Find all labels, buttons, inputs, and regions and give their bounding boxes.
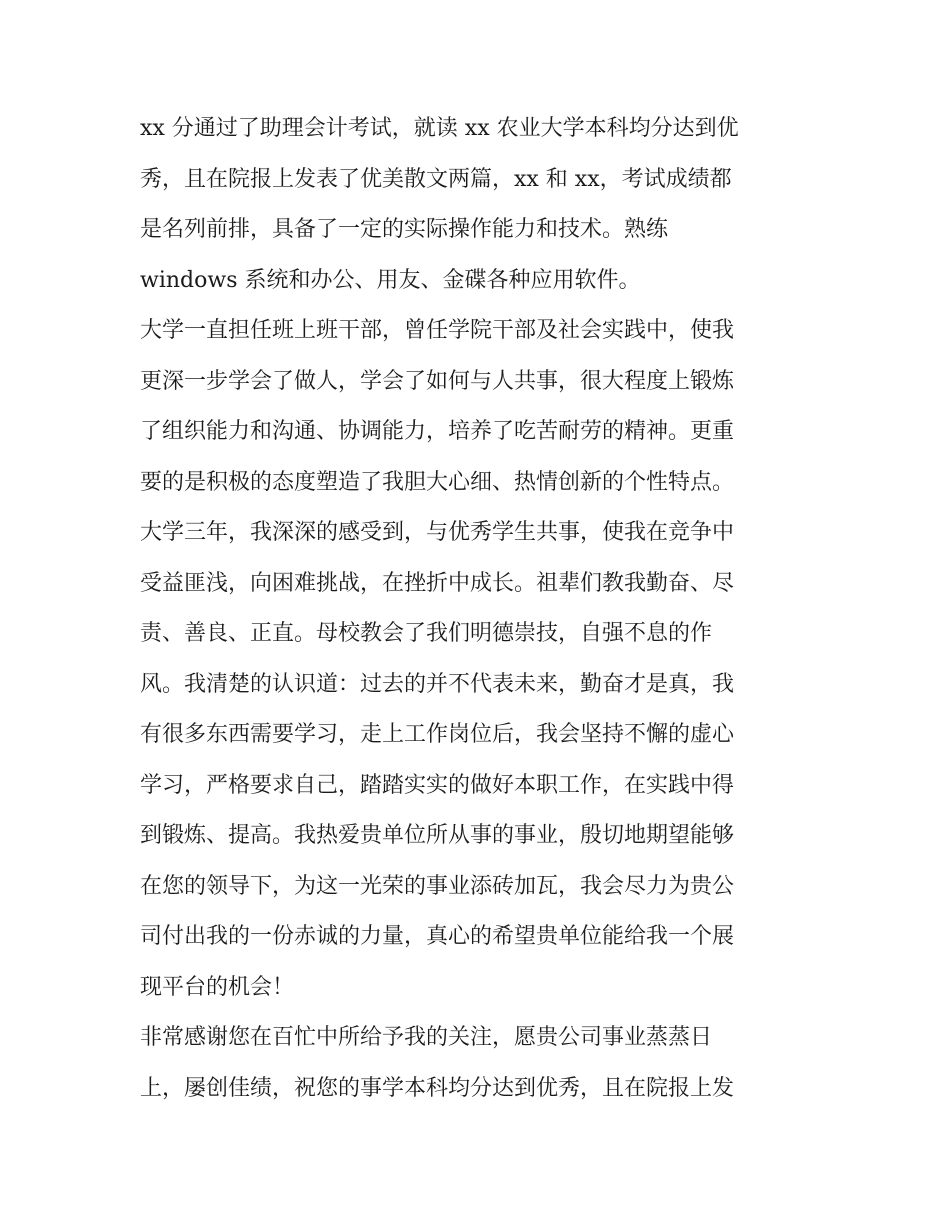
text-line: 更深一步学会了做人，学会了如何与人共事，很大程度上锻炼	[140, 368, 735, 394]
text-line: 大学一直担任班上班干部，曾任学院干部及社会实践中，使我	[140, 318, 735, 343]
text-line: 现平台的机会！	[140, 974, 295, 1000]
document-body	[140, 104, 830, 1114]
text-line: 上，屡创佳绩，祝您的事学本科均分达到优秀，且在院报上发	[140, 1075, 735, 1101]
text-line: 有很多东西需要学习，走上工作岗位后，我会坚持不懈的虚心	[140, 722, 735, 747]
text-line: 学习，严格要求自己，踏踏实实的做好本职工作，在实践中得	[140, 772, 735, 798]
text-line: 在您的领导下，为这一光荣的事业添砖加瓦，我会尽力为贵公	[140, 873, 735, 899]
text-line: 风。我清楚的认识道：过去的并不代表未来，勤奋才是真，我	[140, 671, 735, 697]
text-line: 要的是积极的态度塑造了我胆大心细、热情创新的个性特点。	[140, 469, 735, 495]
text-line: 了组织能力和沟通、协调能力，培养了吃苦耐劳的精神。更重	[140, 419, 735, 444]
text-line: 责、善良、正直。母校教会了我们明德崇技，自强不息的作	[140, 621, 713, 646]
text-line: 是名列前排，具备了一定的实际操作能力和技术。熟练	[140, 217, 669, 242]
text-line: 非常感谢您在百忙中所给予我的关注，愿贵公司事业蒸蒸日	[140, 1025, 713, 1050]
text-line: 受益匪浅，向困难挑战，在挫折中成长。祖辈们教我勤奋、尽	[140, 570, 735, 596]
text-line: 秀，且在院报上发表了优美散文两篇，xx 和 xx，考试成绩都	[140, 166, 732, 192]
text-line: xx 分通过了助理会计考试，就读 xx 农业大学本科均分达到优	[140, 116, 739, 141]
text-line: 到锻炼、提高。我热爱贵单位所从事的事业，殷切地期望能够	[140, 823, 735, 848]
text-line: windows 系统和办公、用友、金碟各种应用软件。	[140, 267, 641, 293]
text-line: 大学三年，我深深的感受到，与优秀学生共事，使我在竞争中	[140, 520, 735, 545]
text-line: 司付出我的一份赤诚的力量，真心的希望贵单位能给我一个展	[140, 924, 735, 949]
